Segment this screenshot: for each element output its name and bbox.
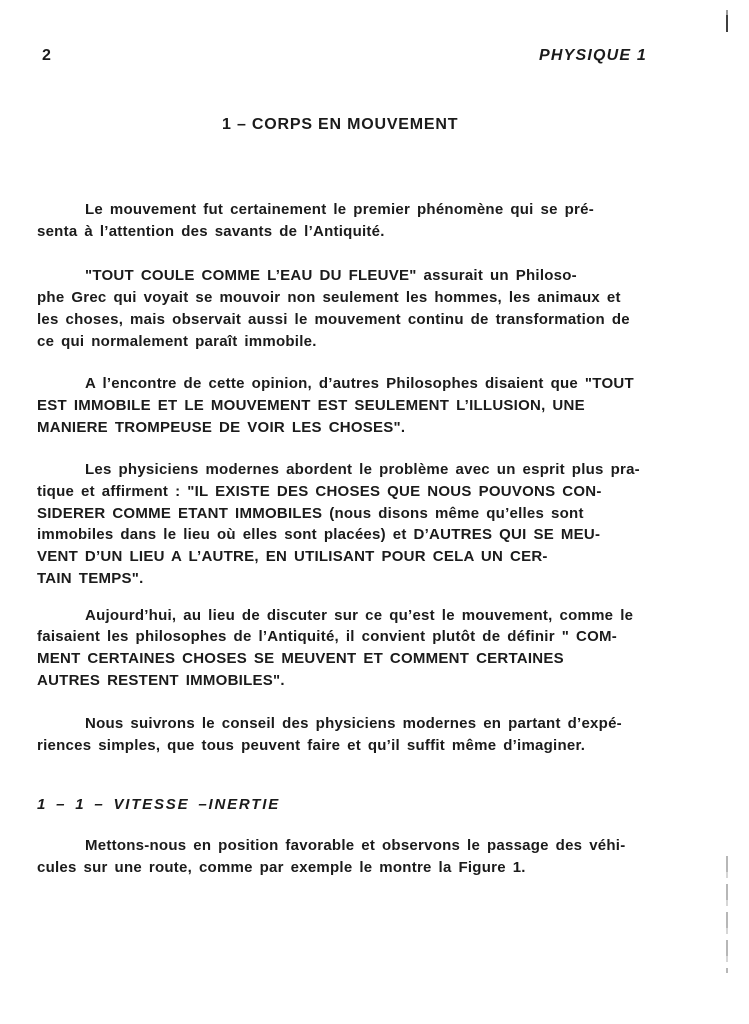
section-heading-vitesse-inertie: 1 – 1 – VITESSE –INERTIE bbox=[37, 795, 281, 813]
scan-artifact-dashes bbox=[726, 856, 728, 973]
paragraph-6 bbox=[37, 713, 668, 756]
chapter-title: 1 – CORPS EN MOUVEMENT bbox=[222, 116, 459, 133]
paragraph-7 bbox=[37, 835, 668, 878]
text-line: EST IMMOBILE ET LE MOUVEMENT EST SEULEMENT L’ILLUSION, UNE bbox=[37, 396, 585, 414]
running-header-title: PHYSIQUE 1 bbox=[538, 47, 647, 64]
paragraph-2 bbox=[37, 265, 668, 352]
text-line: SIDERER COMME ETANT IMMOBILES (nous disons même qu’elles sont bbox=[37, 504, 584, 522]
text-line: faisaient les philosophes de l’Antiquité, il convient plutôt de définir " COM- bbox=[37, 628, 617, 646]
text-line: Nous suivrons le conseil des physiciens modernes en partant d’expé- bbox=[85, 715, 622, 733]
text-line: Mettons-nous en position favorable et observons le passage des véhi- bbox=[85, 837, 626, 855]
body-text-column bbox=[37, 199, 668, 879]
text-line: Le mouvement fut certainement le premier phénomène qui se pré- bbox=[85, 201, 594, 218]
text-line: MENT CERTAINES CHOSES SE MEUVENT ET COMMENT CERTAINES bbox=[37, 649, 564, 667]
paragraph-3 bbox=[37, 373, 668, 438]
text-line: les choses, mais observait aussi le mouvement continu de transformation de bbox=[37, 310, 630, 328]
text-line: AUTRES RESTENT IMMOBILES". bbox=[37, 671, 285, 689]
text-line: "TOUT COULE COMME L’EAU DU FLEUVE" assurait un Philoso- bbox=[85, 267, 577, 285]
page-number: 2 bbox=[42, 47, 51, 64]
paragraph-4 bbox=[37, 459, 668, 589]
paragraph-5 bbox=[37, 605, 668, 692]
paragraph-1 bbox=[37, 199, 668, 242]
text-line: tique et affirment : "IL EXISTE DES CHOSES QUE NOUS POUVONS CON- bbox=[37, 483, 602, 501]
text-line: cules sur une route, comme par exemple le montre la Figure 1. bbox=[37, 859, 526, 877]
text-line: riences simples, que tous peuvent faire et qu’il suffit même d’imaginer. bbox=[37, 737, 586, 755]
text-line: senta à l’attention des savants de l’Antiquité. bbox=[37, 222, 385, 240]
scan-artifact-mark bbox=[726, 10, 728, 32]
text-line: VENT D’UN LIEU A L’AUTRE, EN UTILISANT POUR CELA UN CER- bbox=[37, 548, 548, 566]
text-line: Les physiciens modernes abordent le problème avec un esprit plus pra- bbox=[85, 461, 640, 479]
text-line: A l’encontre de cette opinion, d’autres Philosophes disaient que "TOUT bbox=[85, 375, 634, 393]
text-line: MANIERE TROMPEUSE DE VOIR LES CHOSES". bbox=[37, 418, 406, 436]
text-line: phe Grec qui voyait se mouvoir non seulement les hommes, les animaux et bbox=[37, 289, 621, 307]
text-line: ce qui normalement paraît immobile. bbox=[37, 332, 317, 350]
text-line: TAIN TEMPS". bbox=[37, 569, 144, 587]
text-line: immobiles dans le lieu où elles sont placées) et D’AUTRES QUI SE MEU- bbox=[37, 526, 601, 544]
text-line: Aujourd’hui, au lieu de discuter sur ce qu’est le mouvement, comme le bbox=[85, 606, 634, 624]
